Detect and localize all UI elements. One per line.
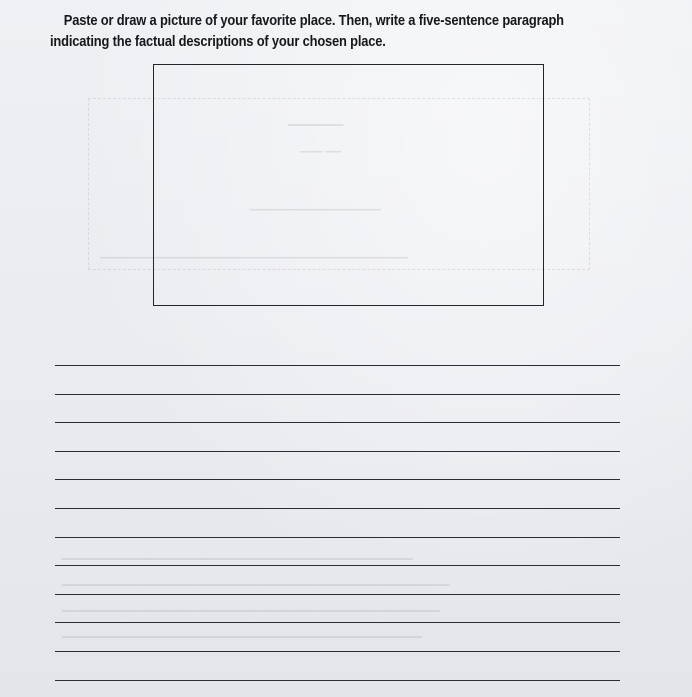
show-through-text: ▁▁▁▁▁▁ — [288, 112, 344, 126]
show-through-text: ▁▁▁▁▁▁▁▁▁▁▁▁▁▁▁▁▁▁▁▁▁▁▁▁▁▁▁▁▁▁▁▁▁▁▁▁▁▁▁▁▁ — [62, 598, 441, 612]
answer-line[interactable] — [55, 365, 620, 366]
answer-line[interactable] — [55, 479, 620, 480]
show-through-text: ▁▁▁▁▁▁▁▁▁▁▁▁▁▁▁▁▁▁▁▁▁▁▁▁▁▁▁▁▁▁▁▁▁▁▁▁▁▁▁▁▁▁ — [62, 572, 450, 586]
answer-line[interactable] — [55, 508, 620, 509]
show-through-text: ▁▁▁▁▁▁▁▁▁▁▁▁▁▁▁▁▁▁▁▁▁▁▁▁▁▁▁▁▁▁▁▁▁▁▁▁▁▁▁ — [62, 624, 422, 638]
answer-line[interactable] — [55, 622, 620, 623]
instructions-text — [50, 10, 566, 52]
answer-line[interactable] — [55, 565, 620, 566]
picture-box[interactable] — [153, 64, 544, 306]
instruction-line-2: indicating the factual descriptions of your chosen place. — [50, 33, 386, 50]
instruction-line-1: Paste or draw a picture of your favorite place. Then, write a five-sentence paragraph — [63, 12, 564, 29]
answer-line[interactable] — [55, 651, 620, 652]
show-through-text: ▁▁▁▁▁▁▁▁▁▁▁▁▁▁▁▁▁▁▁▁▁▁▁▁▁▁▁▁▁▁▁▁▁▁▁▁▁▁ — [62, 546, 413, 560]
answer-line[interactable] — [55, 451, 620, 452]
show-through-text: ▁▁▁ ▁▁ — [300, 142, 342, 153]
answer-line[interactable] — [55, 594, 620, 595]
answer-line[interactable] — [55, 422, 620, 423]
answer-line[interactable] — [55, 537, 620, 538]
answer-line[interactable] — [55, 394, 620, 395]
answer-line[interactable] — [55, 680, 620, 681]
show-through-text: ▁▁▁▁▁▁▁▁▁▁▁▁▁▁▁▁▁ — [250, 200, 381, 211]
show-through-text: ▁▁▁▁▁▁▁▁▁▁▁▁▁▁▁▁▁▁▁▁▁▁▁▁▁▁▁▁▁▁▁▁▁▁▁▁▁▁▁▁ — [100, 248, 408, 259]
